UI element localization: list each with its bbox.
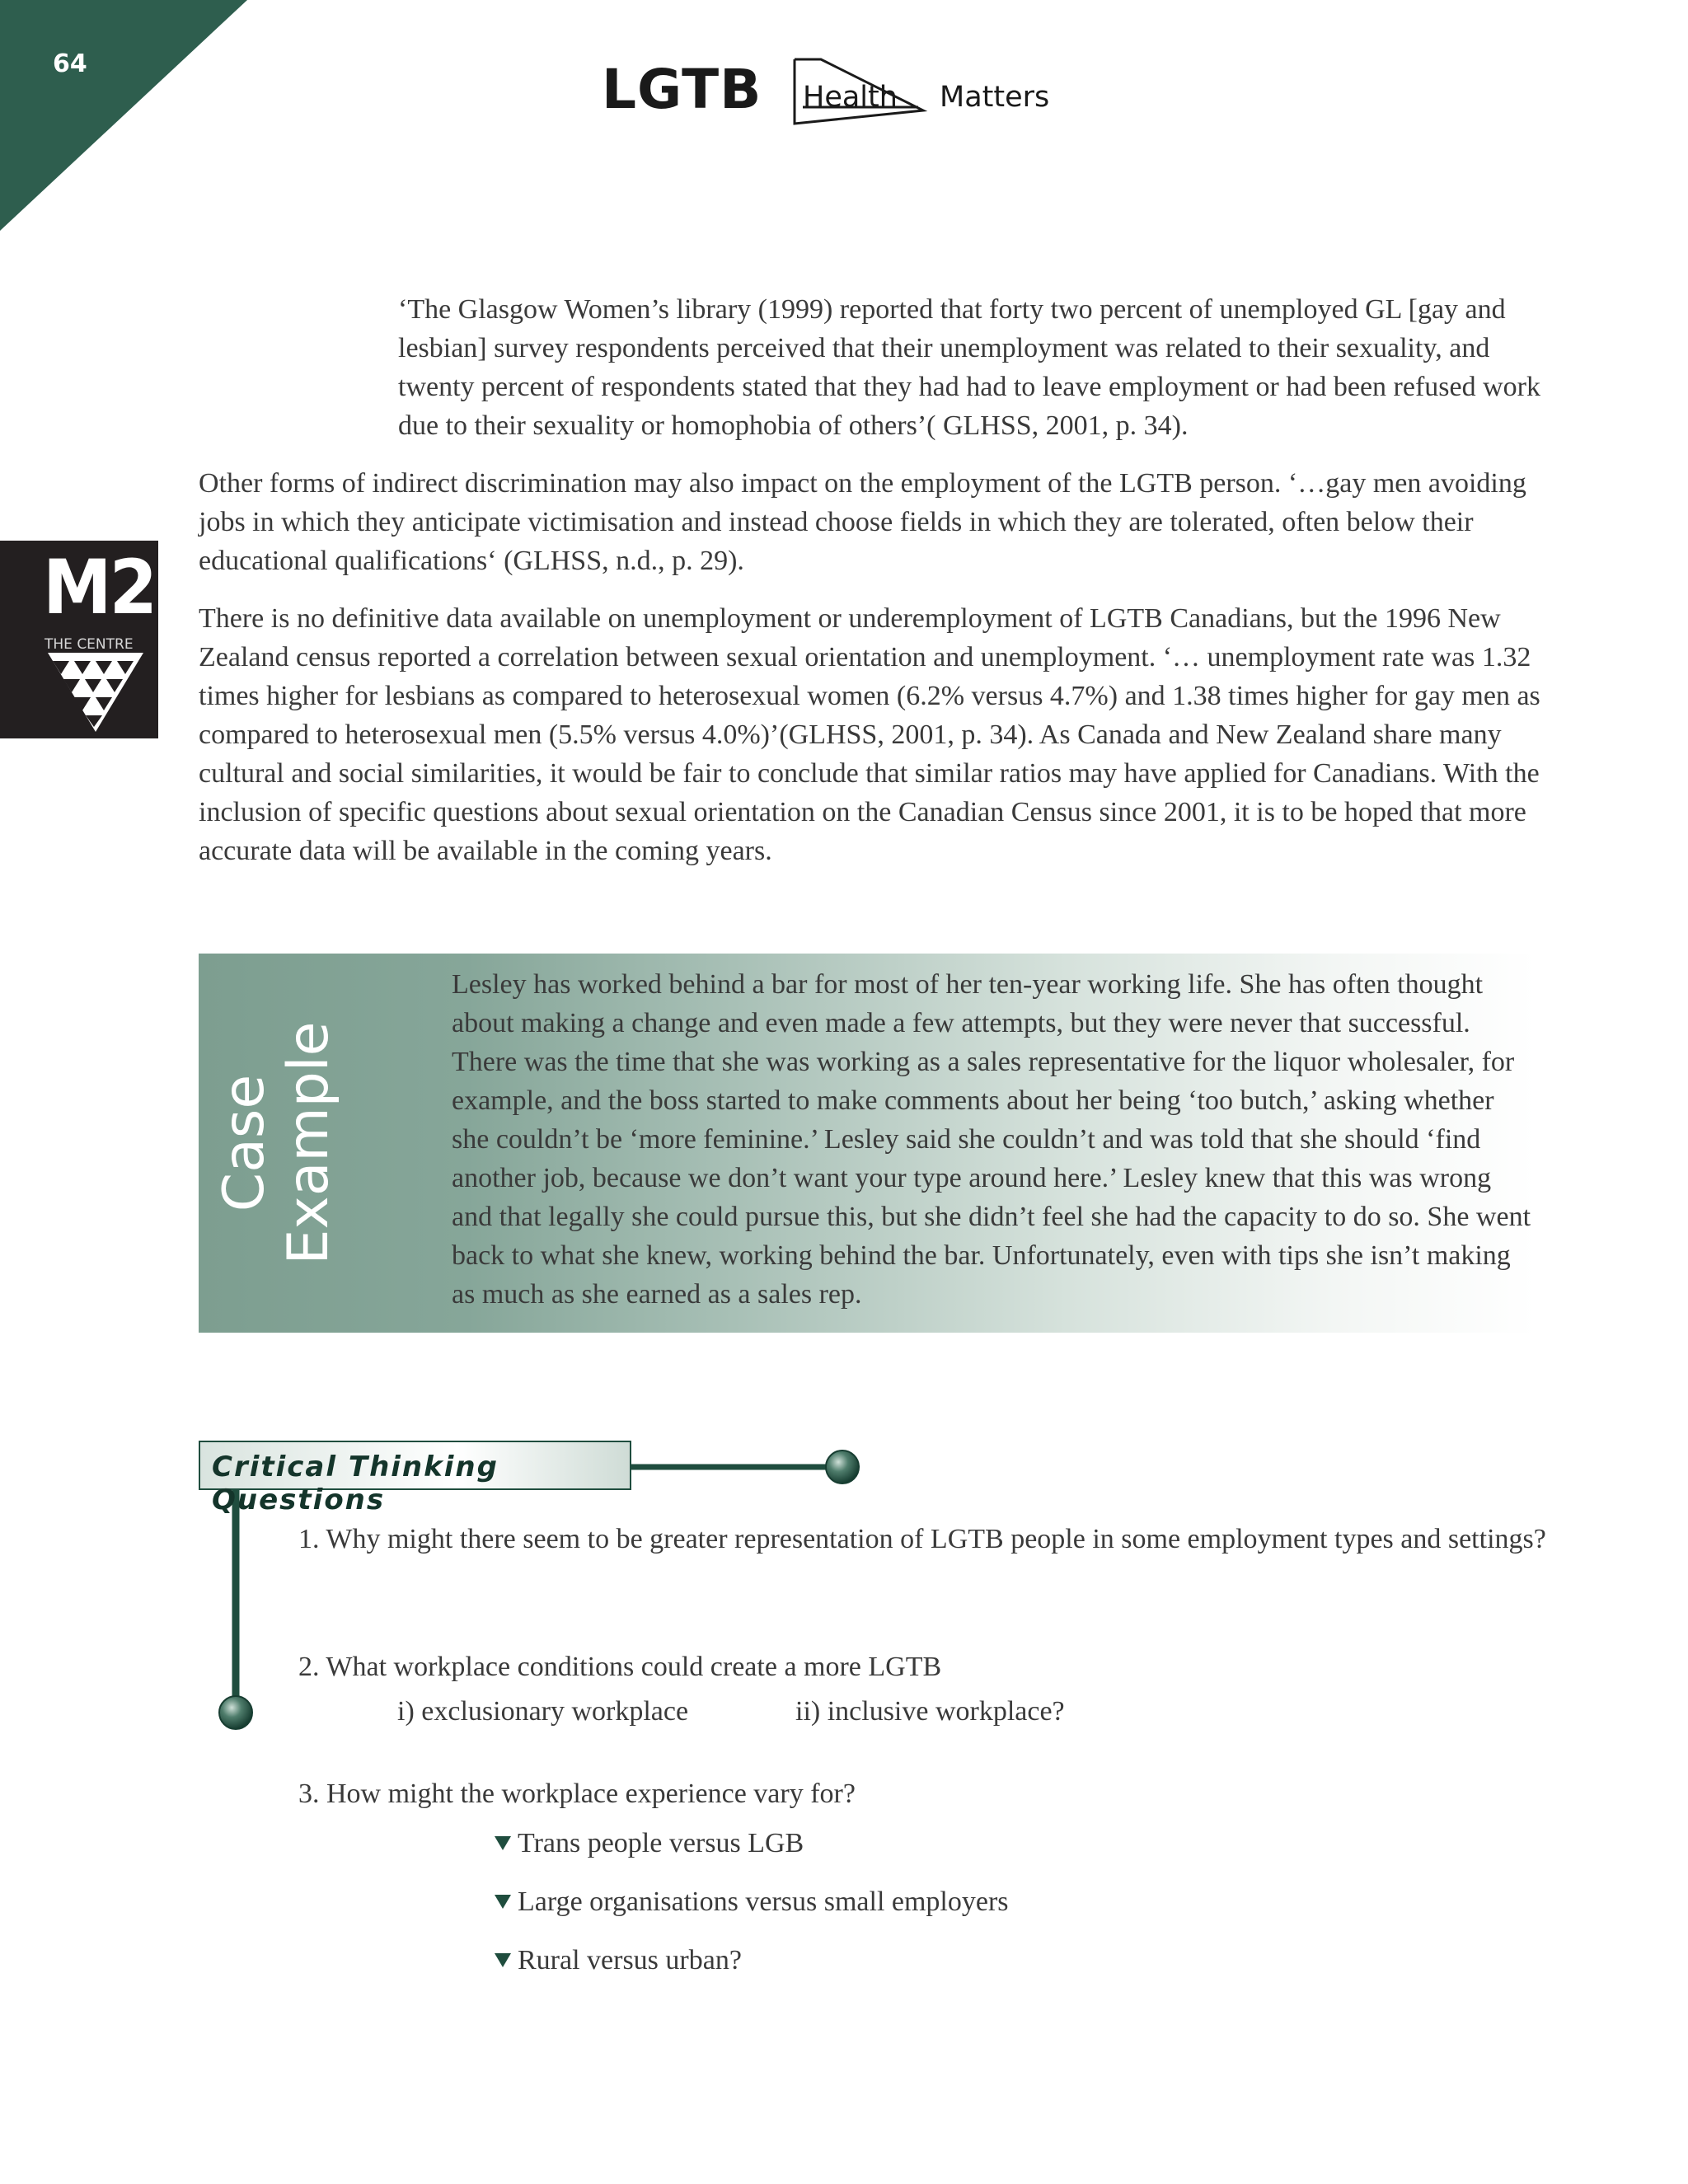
case-label-line1: Case <box>212 1074 277 1212</box>
case-label-line2: Example <box>276 1021 341 1265</box>
page-number: 64 <box>53 49 87 78</box>
logo-health-text: Health <box>803 81 898 114</box>
question-1: 1. Why might there seem to be greater representation of LGTB people in some employment types and settings? <box>298 1524 1546 1554</box>
block-quote: ‘The Glasgow Women’s library (1999) reported that forty two percent of unemployed GL [gay and lesbian] survey respondents perceived that their unemployment was related to their sexuality, and twenty percent of respondents stated that they had had to leave employment or had been refused work due to their sexuality or homophobia of others’( GLHSS, 2001, p. 34). <box>398 294 1540 441</box>
paragraph-unemployment-data: There is no definitive data available on unemployment or underemployment of LGTB Canadians, but the 1996 New Zealand census reported a correlation between sexual orientation and unemployment. ‘… unemployment rate was 1.32 times higher for lesbians as compared to heterosexual women (6.2% versus 4.7%) and 1.38 times higher for gay men as compared to heterosexual men (5.5% versus 4.0%)’(GLHSS, 2001, p. 34). As Canada and New Zealand share many cultural and social similarities, it would be fair to conclude that similar ratios may have applied for Canadians. With the inclusion of specific questions about sexual orientation on the Canadian Census since 2001, it is to be hoped that more accurate data will be available in the coming years. <box>199 603 1540 866</box>
module-org: THE CENTRE <box>45 636 134 653</box>
bullet-item <box>495 1821 804 1866</box>
module-code: M2 <box>43 544 156 631</box>
critical-thinking-title: Critical Thinking Questions <box>212 1451 499 1516</box>
header-logo <box>602 51 1096 134</box>
triangle-bullet-icon <box>495 1836 511 1850</box>
logo-matters-text: Matters <box>940 81 1050 114</box>
bullet-text: Large organisations versus small employers <box>518 1886 1009 1917</box>
triangle-bullet-icon <box>495 1953 511 1967</box>
triangle-bullet-icon <box>495 1895 511 1909</box>
case-example-text: Lesley has worked behind a bar for most of her ten-year working life. She has often thought about making a change and even made a few attempts, but they were never that successful. There was the time that she was working as a sales representative for the liquor wholesaler, for example, and the boss started to make comments about her being ‘too butch,’ asking whether she couldn’t be ‘more feminine.’ Lesley said she couldn’t and was told that she should ‘find another job, because we don’t want your type around here.’ Lesley knew that this was wrong and that legally she could pursue this, but she didn’t feel she had the capacity to do so. She went back to what she knew, working behind the bar. Unfortunately, even with tips she isn’t making as much as she earned as a sales rep. <box>452 969 1531 1310</box>
question-2-option-i: i) exclusionary workplace <box>397 1696 689 1727</box>
bullet-item <box>495 1938 742 1983</box>
paragraph-indirect-discrimination: Other forms of indirect discrimination may also impact on the employment of the LGTB person. ‘…gay men avoiding jobs in which they anticipate victimisation and instead choose fields in which they are tolerated, often below their educational qualifications‘ (GLHSS, n.d., p. 29). <box>199 468 1526 576</box>
logo-main-text: LGTB <box>602 58 762 121</box>
question-2: 2. What workplace conditions could create a more LGTB <box>298 1652 942 1682</box>
bullet-text: Rural versus urban? <box>518 1945 742 1975</box>
case-example-label <box>203 954 351 1333</box>
critical-thinking-heading <box>199 1441 631 1516</box>
question-3: 3. How might the workplace experience vary for? <box>298 1779 856 1809</box>
question-2-option-ii: ii) inclusive workplace? <box>795 1696 1065 1727</box>
bullet-item <box>495 1880 1009 1924</box>
corner-triangle <box>0 0 247 231</box>
module-tab <box>0 541 158 738</box>
centre-triangle-emblem-icon <box>46 651 145 733</box>
case-example-box <box>199 954 1536 1333</box>
bullet-text: Trans people versus LGB <box>518 1828 804 1858</box>
